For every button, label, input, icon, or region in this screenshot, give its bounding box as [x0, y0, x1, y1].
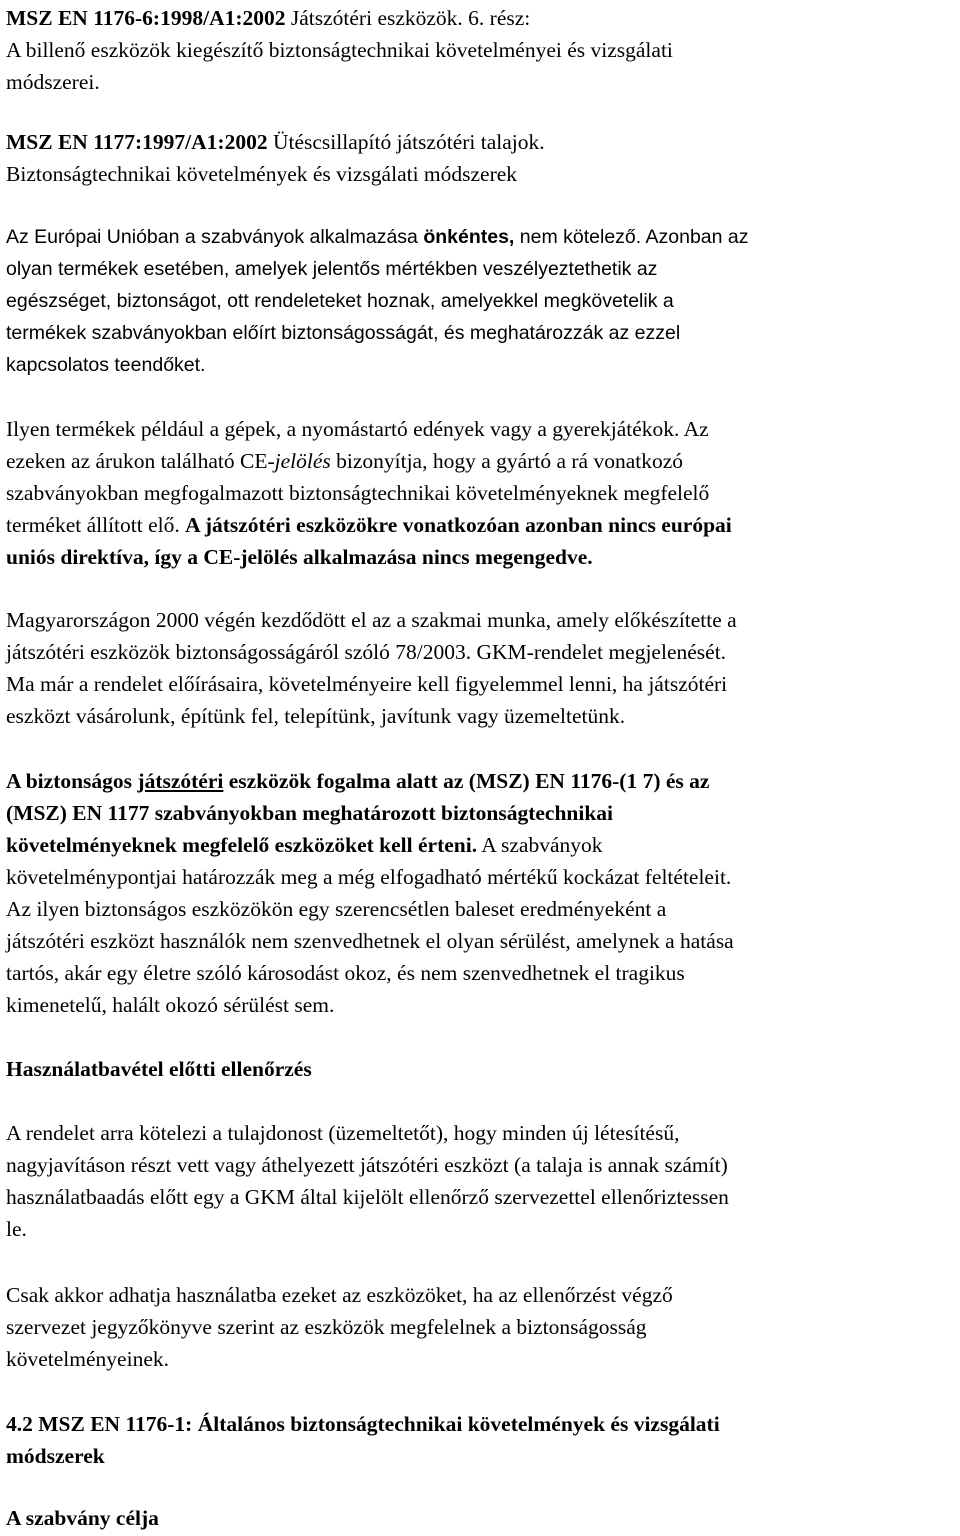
safe-paragraph-line1: A biztonságos játszótéri eszközök fogalma alatt az (MSZ) EN 1176-(1 7) és az [6, 769, 710, 793]
ce-paragraph-line3: szabványokban megfogalmazott biztonságtechnikai követelményeknek megfelelő [6, 481, 710, 505]
standard-1176-6 [6, 2, 958, 98]
standard-1176-6-code: MSZ EN 1176-6:1998/A1:2002 [6, 6, 286, 30]
safe-paragraph-line3: követelményeknek megfelelő eszközöket kell érteni. A szabványok [6, 833, 603, 857]
hungary-paragraph-line4: eszközt vásárolunk, építünk fel, telepítünk, javítunk vagy üzemeltetünk. [6, 704, 626, 728]
playground-underline: játszótéri [137, 769, 224, 793]
eu-paragraph [6, 221, 958, 381]
safe-paragraph-line7: tartós, akár egy életre szóló károsodást okoz, és nem szenvedhetnek el tragikus [6, 961, 685, 985]
eu-paragraph-line3: egészséget, biztonságot, ott rendeleteket hoznak, amelyekkel megkövetelik a [6, 290, 674, 312]
safe-paragraph-line8: kimenetelű, halált okozó sérülést sem. [6, 993, 335, 1017]
eu-paragraph-line4: termékek szabványokban előírt biztonságosságát, és meghatározzák az ezzel [6, 322, 681, 344]
ce-paragraph-line4: terméket állított elő. A játszótéri eszközökre vonatkozóan azonban nincs európai [6, 513, 732, 537]
eu-paragraph-line5: kapcsolatos teendőket. [6, 354, 206, 376]
standard-1177-code: MSZ EN 1177:1997/A1:2002 [6, 130, 268, 154]
no-directive-emphasis: A játszótéri eszközökre vonatkozóan azonban nincs európai [185, 513, 732, 537]
only-paragraph-line1: Csak akkor adhatja használatba ezeket az eszközöket, ha az ellenőrzést végző [6, 1283, 673, 1307]
ce-paragraph-line2: ezeken az árukon található CE-jelölés bizonyítja, hogy a gyártó a rá vonatkozó [6, 449, 684, 473]
standard-1177 [6, 126, 958, 190]
safe-paragraph-line4: követelménypontjai határozzák meg a még elfogadható mértékű kockázat feltételeit. [6, 865, 732, 889]
pre-use-check-heading: Használatbavétel előtti ellenőrzés [6, 1057, 312, 1081]
standard-1177-title: Ütéscsillapító játszótéri talajok. [267, 130, 545, 154]
standard-1176-6-line2: A billenő eszközök kiegészítő biztonságtechnikai követelményei és vizsgálati [6, 38, 673, 62]
hungary-paragraph-line3: Ma már a rendelet előírásaira, követelményeire kell figyelemmel lenni, ha játszótéri [6, 672, 728, 696]
standard-1176-6-line1 [6, 2, 958, 34]
only-paragraph [6, 1279, 958, 1375]
owner-paragraph-line4: le. [6, 1217, 27, 1241]
standard-purpose-heading: A szabvány célja [6, 1506, 159, 1530]
safe-paragraph-line6: játszótéri eszközt használók nem szenvedhetnek el olyan sérülést, amelynek a hatása [6, 929, 734, 953]
safe-paragraph-line2: (MSZ) EN 1177 szabványokban meghatározott biztonságtechnikai [6, 801, 614, 825]
section-heading-line1: 4.2 MSZ EN 1176-1: Általános biztonságtechnikai követelmények és vizsgálati [6, 1412, 720, 1436]
section-4-2-heading [6, 1408, 958, 1472]
owner-paragraph-line1: A rendelet arra kötelezi a tulajdonost (üzemeltetőt), hogy minden új létesítésű, [6, 1121, 680, 1145]
section-heading-line2: módszerek [6, 1444, 105, 1468]
owner-paragraph-line2: nagyjavításon részt vett vagy áthelyezett játszótéri eszközt (a talaja is annak számít) [6, 1153, 728, 1177]
safe-equipment-paragraph [6, 765, 958, 1021]
ce-paragraph [6, 413, 958, 573]
standard-1176-6-title: Játszótéri eszközök. 6. rész: [285, 6, 531, 30]
standard-1177-line1 [6, 126, 958, 158]
hungary-paragraph-line1: Magyarországon 2000 végén kezdődött el az a szakmai munka, amely előkészítette a [6, 608, 737, 632]
safe-paragraph-line5: Az ilyen biztonságos eszközökön egy szerencsétlen baleset eredményeként a [6, 897, 667, 921]
only-paragraph-line3: követelményeinek. [6, 1347, 169, 1371]
eu-paragraph-line1: Az Európai Unióban a szabványok alkalmazása önkéntes, nem kötelező. Azonban az [6, 226, 749, 248]
ce-marking-italic: jelölés [274, 449, 331, 473]
eu-paragraph-line2: olyan termékek esetében, amelyek jelentős mértékben veszélyeztethetik az [6, 258, 658, 280]
only-paragraph-line2: szervezet jegyzőkönyve szerint az eszközök megfelelnek a biztonságosság [6, 1315, 647, 1339]
ce-paragraph-line1: Ilyen termékek például a gépek, a nyomástartó edények vagy a gyerekjátékok. Az [6, 417, 709, 441]
hungary-paragraph-line2: játszótéri eszközök biztonságosságáról szóló 78/2003. GKM-rendelet megjelenését. [6, 640, 727, 664]
ce-paragraph-line5: uniós direktíva, így a CE-jelölés alkalmazása nincs megengedve. [6, 545, 593, 569]
standard-1176-6-line3: módszerei. [6, 70, 100, 94]
hungary-paragraph [6, 604, 958, 732]
standard-1177-line2: Biztonságtechnikai követelmények és vizsgálati módszerek [6, 162, 518, 186]
voluntary-emphasis: önkéntes, [423, 226, 515, 248]
owner-paragraph-line3: használatbaadás előtt egy a GKM által kijelölt ellenőrző szervezettel ellenőriztessen [6, 1185, 729, 1209]
owner-paragraph [6, 1117, 958, 1245]
